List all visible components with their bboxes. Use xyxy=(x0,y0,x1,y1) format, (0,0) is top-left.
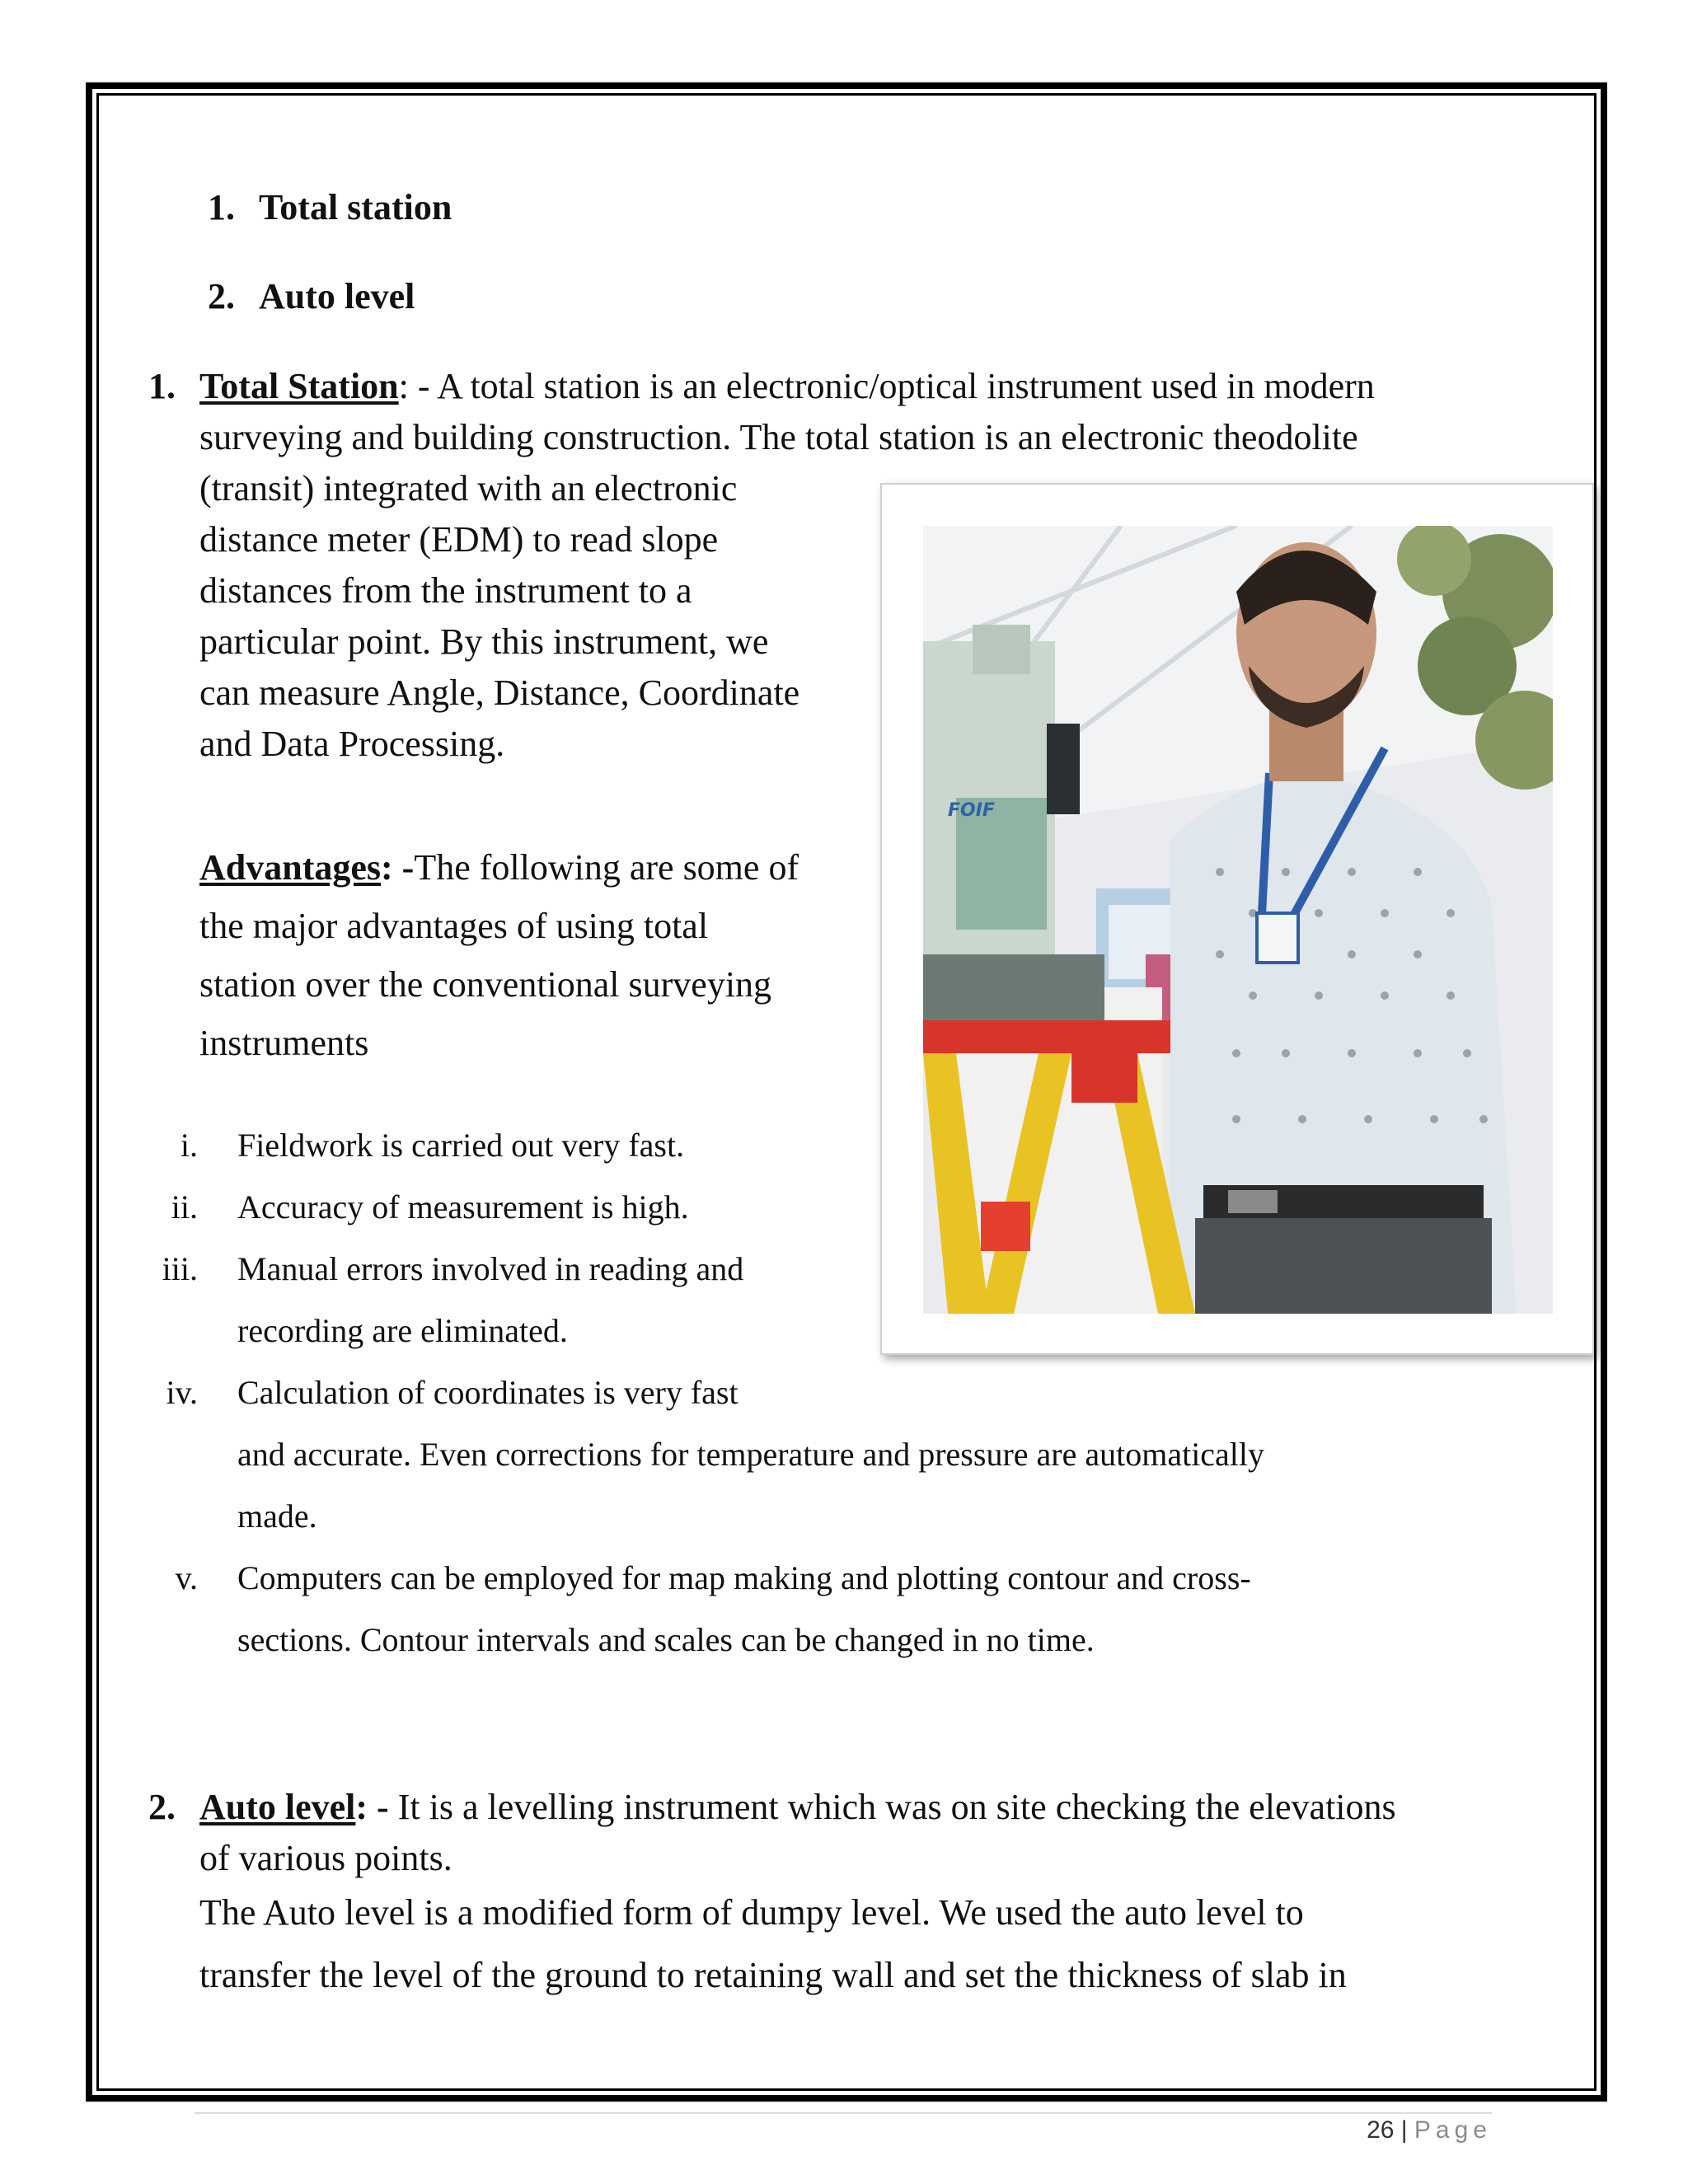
heading-separator: : - xyxy=(381,847,415,888)
toc-item-auto-level xyxy=(208,275,415,317)
list-item: Fieldwork is carried out very fast. xyxy=(237,1127,685,1164)
list-marker: iv. xyxy=(166,1374,198,1411)
toc-label: Auto level xyxy=(259,276,415,316)
paragraph-text: A total station is an electronic/optical instrument used in modern xyxy=(437,366,1375,406)
section-heading: Total Station xyxy=(199,366,399,406)
list-item: Accuracy of measurement is high. xyxy=(237,1188,689,1226)
toc-number: 1. xyxy=(208,187,235,227)
page-number: 26 xyxy=(1367,2116,1395,2144)
list-marker: iii. xyxy=(162,1250,198,1287)
paragraph-line: surveying and building construction. The total station is an electronic theodolite xyxy=(199,417,1358,457)
instrument-brand: FOIF xyxy=(948,800,995,821)
paragraph-line: particular point. By this instrument, we xyxy=(199,621,769,662)
photo-total-station xyxy=(923,526,1553,1314)
paragraph-line: of various points. xyxy=(199,1838,452,1878)
photo-illustration xyxy=(923,526,1553,1314)
list-item: Manual errors involved in reading and xyxy=(237,1250,744,1287)
page-label: Page xyxy=(1414,2116,1492,2144)
footer-separator: | xyxy=(1394,2116,1414,2144)
list-item: Calculation of coordinates is very fast xyxy=(237,1374,738,1411)
paragraph-text: It is a levelling instrument which was on site checking the elevations xyxy=(388,1787,1396,1827)
heading-separator: : - xyxy=(355,1787,389,1827)
toc-label: Total station xyxy=(259,187,452,227)
toc-number: 2. xyxy=(208,276,235,316)
paragraph-line: distances from the instrument to a xyxy=(199,570,692,611)
list-marker: v. xyxy=(175,1559,198,1596)
paragraph-line: distance meter (EDM) to read slope xyxy=(199,519,719,560)
paragraph-line: The Auto level is a modified form of dumpy level. We used the auto level to xyxy=(199,1892,1304,1933)
section-heading: Auto level xyxy=(199,1787,356,1827)
paragraph-line: and Data Processing. xyxy=(199,724,505,764)
heading-separator: : - xyxy=(398,366,438,406)
section-number: 2. xyxy=(148,1787,176,1827)
list-marker: ii. xyxy=(171,1188,198,1226)
paragraph-text: The following are some of xyxy=(414,847,799,888)
list-item-continuation: recording are eliminated. xyxy=(237,1312,568,1349)
paragraph-line: can measure Angle, Distance, Coordinate xyxy=(199,673,800,713)
toc-item-total-station xyxy=(208,186,452,228)
paragraph-line: the major advantages of using total xyxy=(199,906,709,946)
auto-level-paragraph-line-1 xyxy=(148,1782,1396,1833)
footer-rule xyxy=(195,2112,1492,2114)
advantages-heading: Advantages xyxy=(199,847,382,888)
paragraph-line: instruments xyxy=(199,1023,369,1063)
list-item: Computers can be employed for map making and plotting contour and cross- xyxy=(237,1559,1251,1596)
paragraph-line: (transit) integrated with an electronic xyxy=(199,468,738,509)
list-item-continuation: made. xyxy=(237,1497,317,1535)
paragraph-line: station over the conventional surveying xyxy=(199,964,772,1005)
paragraph-line: transfer the level of the ground to retaining wall and set the thickness of slab in xyxy=(199,1955,1347,1995)
list-item-continuation: sections. Contour intervals and scales can be changed in no time. xyxy=(237,1621,1095,1658)
total-station-paragraph-line-1 xyxy=(148,361,1375,412)
list-marker: i. xyxy=(180,1127,198,1164)
list-item-continuation: and accurate. Even corrections for temperature and pressure are automatically xyxy=(237,1436,1265,1473)
section-number: 1. xyxy=(148,366,176,406)
advantages-line-1 xyxy=(199,839,799,897)
page-footer xyxy=(1286,2116,1492,2144)
